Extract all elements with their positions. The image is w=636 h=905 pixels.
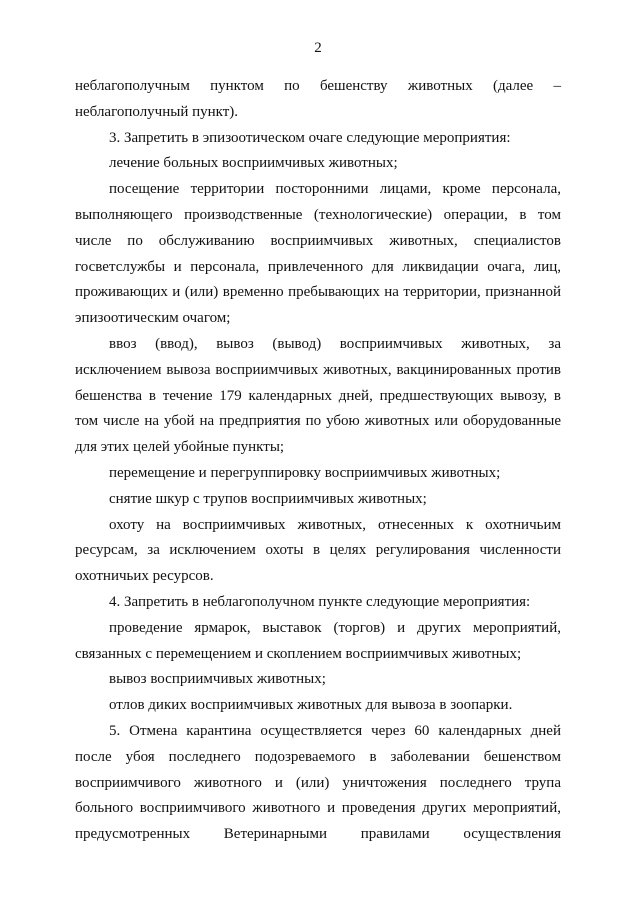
document-body: [75, 74, 561, 848]
paragraph: лечение больных восприимчивых животных;: [109, 155, 398, 172]
paragraph: проведение ярмарок, выставок (торгов) и других мероприятий, связанных с перемещением и скоплением восприимчивых животных;: [75, 619, 561, 662]
paragraph-continuation: неблагополучным пунктом по бешенству животных (далее – неблагополучный пункт).: [75, 78, 561, 120]
page-number: 2: [314, 40, 322, 56]
paragraph-item-5: 5. Отмена карантина осуществляется через 60 календарных дней после убоя последнего подозреваемого в заболевании бешенством восприимчивого животного и (или) уничтожения последнего трупа больного восприимчивого животного и проведения других мероприятий, предусмотренных Ветеринарными правилами осуществления: [75, 722, 561, 843]
paragraph-item-4: 4. Запретить в неблагополучном пункте следующие мероприятия:: [109, 593, 531, 610]
paragraph: вывоз восприимчивых животных;: [109, 671, 326, 688]
paragraph: перемещение и перегруппировку восприимчивых животных;: [109, 464, 501, 481]
paragraph-item-3: 3. Запретить в эпизоотическом очаге следующие мероприятия:: [109, 129, 511, 146]
paragraph: посещение территории посторонними лицами, кроме персонала, выполняющего производственные (технологические) операции, в том числе по обслуживанию восприимчивых животных, специалистов госветслужбы и персонала, привлеченного для ликвидации очага, лиц, проживающих и (или) временно пребывающих на территории, признанной эпизоотическим очагом;: [75, 181, 561, 327]
paragraph: снятие шкур с трупов восприимчивых животных;: [109, 490, 427, 507]
paragraph: охоту на восприимчивых животных, отнесенных к охотничьим ресурсам, за исключением охоты в целях регулирования численности охотничьих ресурсов.: [75, 516, 561, 585]
paragraph: отлов диких восприимчивых животных для вывоза в зоопарки.: [109, 697, 513, 714]
paragraph: ввоз (ввод), вывоз (вывод) восприимчивых животных, за исключением вывоза восприимчивых животных, вакцинированных против бешенства в течение 179 календарных дней, предшествующих вывозу, в том числе на убой на предприятия по убою животных или оборудованные для этих целей убойные пункты;: [75, 335, 561, 456]
